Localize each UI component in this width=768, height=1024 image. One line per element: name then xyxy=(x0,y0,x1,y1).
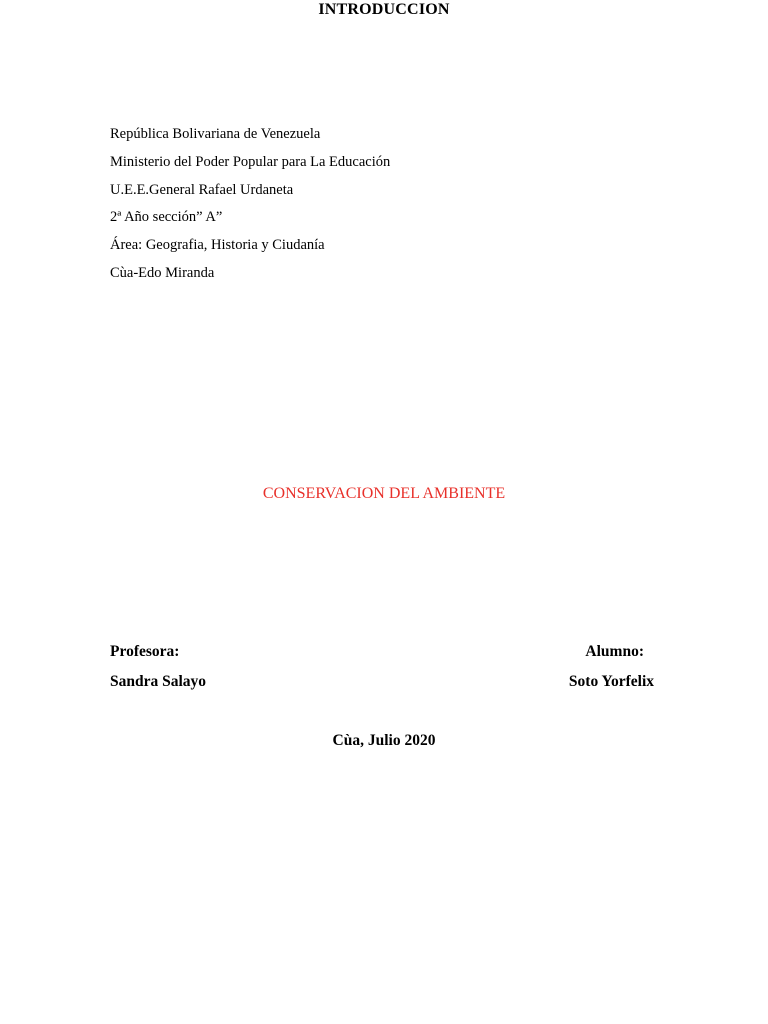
institution-line-subject: Área: Geografia, Historia y Ciudanía xyxy=(110,237,325,254)
document-title: CONSERVACION DEL AMBIENTE xyxy=(262,485,506,502)
institution-line-location: Cùa-Edo Miranda xyxy=(110,264,215,281)
teacher-block xyxy=(110,637,206,697)
institution-line-country: República Bolivariana de Venezuela xyxy=(110,126,321,142)
institution-line-grade: 2ª Año sección” A” xyxy=(110,209,223,226)
student-name: Soto Yorfelix xyxy=(568,673,654,690)
institution-line-school: U.E.E.General Rafael Urdaneta xyxy=(110,181,294,198)
page-heading: INTRODUCCION xyxy=(318,1,450,18)
student-block xyxy=(569,637,654,697)
student-label: Alumno: xyxy=(585,643,644,660)
teacher-name: Sandra Salayo xyxy=(110,673,207,690)
teacher-label: Profesora: xyxy=(110,643,180,660)
place-and-date: Cùa, Julio 2020 xyxy=(332,732,436,749)
institution-line-ministry: Ministerio del Poder Popular para La Educación xyxy=(110,153,391,170)
institution-header xyxy=(110,121,390,288)
